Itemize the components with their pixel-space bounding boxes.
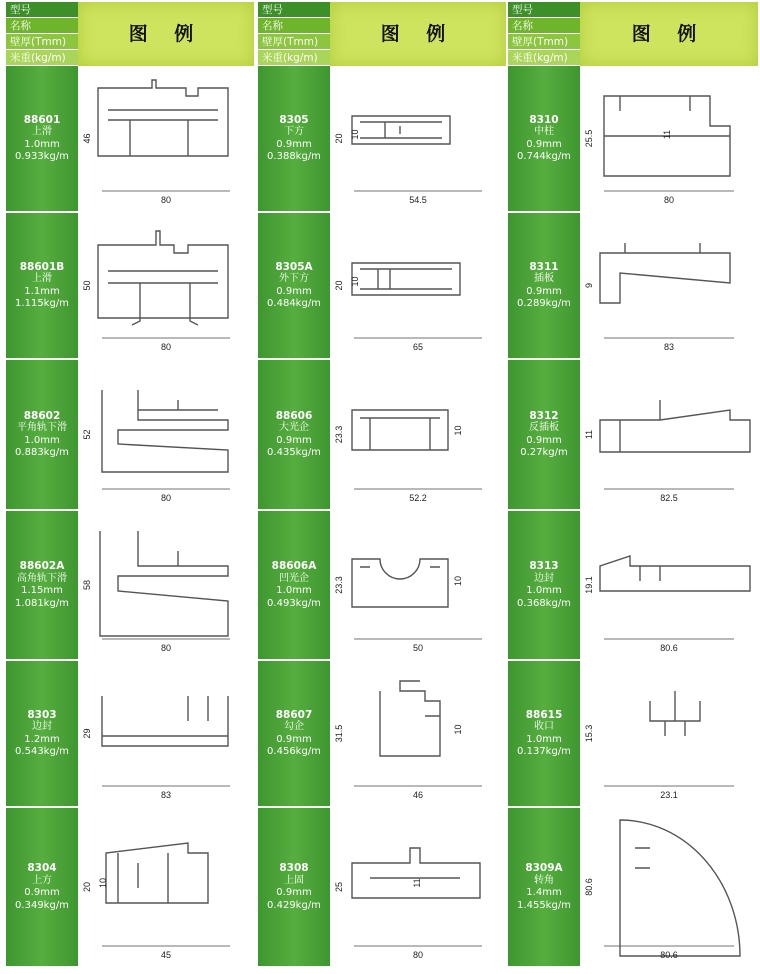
dimension-label: 11 — [412, 878, 422, 888]
profile-name: 插板 — [534, 273, 554, 284]
dimension-label: 83 — [663, 342, 675, 352]
header-figure-title: 图 例 — [580, 2, 758, 66]
dimension-label: 80 — [160, 643, 172, 653]
header-label: 壁厚(Tmm) — [6, 34, 78, 50]
dimension-label: 23.3 — [334, 576, 344, 594]
profile-outline — [100, 531, 228, 636]
header-label: 壁厚(Tmm) — [508, 34, 580, 50]
dimension-label: 10 — [350, 276, 360, 287]
header-label: 米重(kg/m) — [508, 50, 580, 66]
profile-drawing — [580, 213, 758, 358]
profile-thickness: 1.4mm — [526, 887, 562, 898]
profile-code: 8304 — [27, 862, 57, 874]
profile-code: 8310 — [529, 113, 559, 126]
dimension-label: 31.5 — [334, 724, 344, 743]
dimension-label: 50 — [412, 643, 424, 653]
profile-name: 上滑 — [32, 126, 52, 137]
profile-thickness: 0.9mm — [276, 138, 312, 150]
profile-name: 上滑 — [32, 273, 52, 284]
dimension-label: 10 — [350, 129, 360, 140]
profile-drawing-cell — [330, 66, 506, 211]
profile-weight: 0.137kg/m — [517, 746, 571, 757]
profile-name: 上固 — [284, 874, 304, 886]
profile-code: 88606 — [275, 409, 313, 422]
profile-code: 88606A — [271, 560, 317, 572]
profile-outline — [352, 116, 450, 144]
profile-code: 8309A — [525, 862, 563, 874]
profile-info-cell — [508, 511, 580, 659]
profile-drawing-cell — [78, 808, 254, 966]
profile-drawing — [330, 66, 506, 211]
dimension-label: 80 — [160, 342, 172, 352]
dimension-label: 80 — [412, 950, 424, 960]
profile-info-cell — [6, 808, 78, 966]
dimension-label: 45 — [160, 950, 172, 960]
profile-outline — [102, 390, 228, 472]
profile-info-cell — [508, 808, 580, 966]
profile-drawing-cell — [580, 360, 758, 509]
profile-thickness: 1.2mm — [24, 733, 60, 745]
dimension-label: 65 — [412, 342, 424, 352]
profile-info-cell — [508, 360, 580, 509]
dimension-label: 83 — [160, 790, 172, 800]
dimension-label: 23.1 — [660, 790, 678, 800]
profile-info-cell — [508, 66, 580, 211]
profile-drawing-cell — [330, 661, 506, 806]
dimension-label: 9 — [584, 282, 594, 289]
profile-thickness: 0.9mm — [526, 285, 562, 297]
profile-outline — [102, 696, 228, 746]
header-figure-title: 图 例 — [78, 2, 254, 66]
profile-info-cell — [258, 66, 330, 211]
profile-drawing-cell — [580, 661, 758, 806]
profile-drawing-cell — [580, 213, 758, 358]
profile-thickness: 1.0mm — [24, 138, 60, 150]
dimension-label: 23.3 — [334, 425, 344, 444]
profile-weight: 0.289kg/m — [517, 298, 571, 309]
profile-code: 88607 — [275, 708, 313, 721]
profile-name: 边封 — [32, 721, 52, 732]
profile-info-cell — [258, 808, 330, 966]
profile-thickness: 0.9mm — [526, 434, 562, 446]
profile-weight: 0.388kg/m — [267, 151, 321, 162]
dimension-label: 20 — [82, 881, 92, 893]
profile-weight: 0.429kg/m — [267, 899, 321, 911]
header-label: 壁厚(Tmm) — [258, 34, 330, 50]
dimension-label: 10 — [98, 877, 108, 889]
profile-thickness: 0.9mm — [276, 285, 312, 297]
profile-thickness: 1.0mm — [24, 434, 60, 446]
dimension-label: 80 — [160, 195, 172, 205]
profile-outline — [380, 681, 440, 756]
profile-drawing-cell — [330, 511, 506, 659]
profile-name: 转角 — [534, 874, 554, 886]
profile-drawing-cell — [330, 808, 506, 966]
dimension-label: 58 — [82, 579, 92, 591]
dimension-label: 52 — [82, 429, 92, 440]
profile-info-cell — [6, 511, 78, 659]
profile-outline — [98, 80, 228, 156]
profile-drawing-cell — [330, 360, 506, 509]
profile-thickness: 1.1mm — [24, 285, 60, 297]
header-label: 型号 — [258, 2, 330, 18]
profile-code: 8311 — [529, 260, 559, 273]
profile-drawing-cell — [78, 511, 254, 659]
profile-code: 8303 — [27, 708, 57, 721]
profile-code: 8305A — [275, 260, 313, 273]
profile-info-cell — [258, 511, 330, 659]
profile-weight: 0.493kg/m — [267, 597, 321, 609]
profile-thickness: 0.9mm — [526, 138, 562, 150]
profile-drawing — [580, 511, 758, 659]
header-label: 米重(kg/m) — [258, 50, 330, 66]
profile-code: 8313 — [529, 560, 559, 572]
profile-outline — [98, 231, 228, 325]
header-labels — [258, 2, 330, 66]
profile-thickness: 1.0mm — [526, 733, 562, 745]
profile-code: 88601 — [23, 113, 61, 126]
dimension-label: 52.2 — [409, 493, 427, 503]
profile-drawing-cell — [78, 213, 254, 358]
header-label: 名称 — [6, 18, 78, 34]
profile-weight: 1.115kg/m — [15, 298, 69, 309]
profile-code: 88601B — [19, 260, 65, 273]
profile-code: 88602A — [19, 560, 65, 572]
header-labels — [508, 2, 580, 66]
profile-drawing — [78, 661, 254, 806]
profile-name: 外下方 — [279, 273, 309, 284]
dimension-label: 19.1 — [584, 576, 594, 594]
profile-thickness: 0.9mm — [276, 434, 312, 446]
profile-info-cell — [258, 213, 330, 358]
profile-code: 8305 — [279, 113, 309, 126]
dimension-label: 82.5 — [660, 493, 678, 503]
profile-outline — [600, 243, 730, 303]
profile-drawing — [580, 360, 758, 509]
profile-name: 中柱 — [534, 126, 554, 137]
profile-drawing — [78, 808, 254, 966]
profile-name: 收口 — [534, 721, 554, 732]
profile-info-cell — [6, 360, 78, 509]
profile-outline — [620, 820, 740, 956]
profile-weight: 0.744kg/m — [517, 151, 571, 162]
dimension-label: 10 — [453, 724, 463, 735]
profile-weight: 1.455kg/m — [517, 899, 571, 911]
profile-weight: 0.543kg/m — [15, 746, 69, 757]
profile-info-cell — [6, 213, 78, 358]
dimension-label: 10 — [453, 425, 463, 436]
dimension-label: 11 — [584, 429, 594, 440]
dimension-label: 54.5 — [409, 195, 427, 205]
dimension-label: 29 — [82, 728, 92, 739]
profile-drawing — [330, 661, 506, 806]
profile-drawing — [78, 511, 254, 659]
dimension-label: 80 — [160, 493, 172, 503]
profile-info-cell — [508, 213, 580, 358]
dimension-label: 10 — [453, 575, 463, 587]
header-label: 型号 — [508, 2, 580, 18]
profile-drawing — [78, 360, 254, 509]
profile-outline — [352, 848, 480, 898]
profile-drawing — [78, 213, 254, 358]
header-label: 名称 — [258, 18, 330, 34]
profile-thickness: 0.9mm — [276, 733, 312, 745]
profile-drawing-cell — [580, 808, 758, 966]
profile-name: 上方 — [32, 874, 52, 886]
profile-info-cell — [258, 360, 330, 509]
profile-thickness: 1.0mm — [276, 585, 312, 596]
profile-drawing-cell — [580, 511, 758, 659]
profile-weight: 0.883kg/m — [15, 447, 69, 458]
dimension-label: 50 — [82, 280, 92, 291]
profile-weight: 0.456kg/m — [267, 746, 321, 757]
profile-weight: 1.081kg/m — [15, 597, 69, 609]
profile-name: 勾企 — [284, 721, 304, 732]
profile-name: 大光企 — [279, 422, 309, 433]
profile-drawing — [580, 808, 758, 966]
dimension-label: 80.6 — [660, 643, 678, 653]
header-label: 型号 — [6, 2, 78, 18]
dimension-label: 20 — [334, 133, 344, 144]
profile-name: 凹光企 — [279, 572, 309, 584]
profile-outline — [106, 843, 208, 903]
profile-thickness: 0.9mm — [24, 887, 60, 898]
profile-drawing — [330, 511, 506, 659]
profile-outline — [352, 559, 448, 607]
profile-outline — [600, 556, 750, 591]
profile-drawing-cell — [580, 66, 758, 211]
profile-drawing-cell — [78, 661, 254, 806]
dimension-label: 80.6 — [584, 878, 594, 896]
profile-drawing — [330, 808, 506, 966]
profile-weight: 0.27kg/m — [520, 447, 568, 458]
profile-drawing — [580, 661, 758, 806]
dimension-label: 46 — [412, 790, 424, 800]
profile-code: 8312 — [529, 409, 559, 422]
profile-info-cell — [258, 661, 330, 806]
profile-name: 下方 — [284, 126, 304, 137]
profile-code: 88615 — [525, 708, 563, 721]
dimension-label: 15.3 — [584, 724, 594, 743]
profile-thickness: 1.0mm — [526, 585, 562, 596]
profile-name: 反插板 — [529, 422, 559, 433]
profile-code: 8308 — [279, 862, 309, 874]
header-labels — [6, 2, 78, 66]
profile-code: 88602 — [23, 409, 61, 422]
profile-outline — [600, 400, 750, 452]
profile-thickness: 1.15mm — [21, 585, 63, 596]
profile-drawing — [330, 360, 506, 509]
dimension-label: 46 — [82, 133, 92, 144]
profile-drawing-cell — [78, 66, 254, 211]
profile-weight: 0.484kg/m — [267, 298, 321, 309]
profile-drawing-cell — [330, 213, 506, 358]
profile-info-cell — [508, 661, 580, 806]
profile-weight: 0.349kg/m — [15, 899, 69, 911]
dimension-label: 25 — [334, 881, 344, 893]
profile-outline — [352, 410, 448, 450]
dimension-label: 25.5 — [584, 129, 594, 148]
profile-drawing-cell — [78, 360, 254, 509]
profile-outline — [650, 691, 700, 736]
dimension-label: 11 — [662, 129, 672, 140]
profile-drawing — [330, 213, 506, 358]
profile-drawing — [580, 66, 758, 211]
header-label: 名称 — [508, 18, 580, 34]
profile-name: 高角轨下滑 — [17, 572, 67, 584]
dimension-label: 80 — [663, 195, 675, 205]
profile-weight: 0.368kg/m — [517, 597, 571, 609]
profile-name: 边封 — [534, 572, 554, 584]
profile-info-cell — [6, 66, 78, 211]
header-label: 米重(kg/m) — [6, 50, 78, 66]
profile-info-cell — [6, 661, 78, 806]
dimension-label: 80.6 — [660, 950, 678, 960]
header-figure-title: 图 例 — [330, 2, 506, 66]
profile-thickness: 0.9mm — [276, 887, 312, 898]
dimension-label: 20 — [334, 280, 344, 291]
profile-weight: 0.933kg/m — [15, 151, 69, 162]
profile-drawing — [78, 66, 254, 211]
profile-weight: 0.435kg/m — [267, 447, 321, 458]
profile-outline — [352, 263, 460, 295]
profile-name: 平角轨下滑 — [17, 422, 67, 433]
